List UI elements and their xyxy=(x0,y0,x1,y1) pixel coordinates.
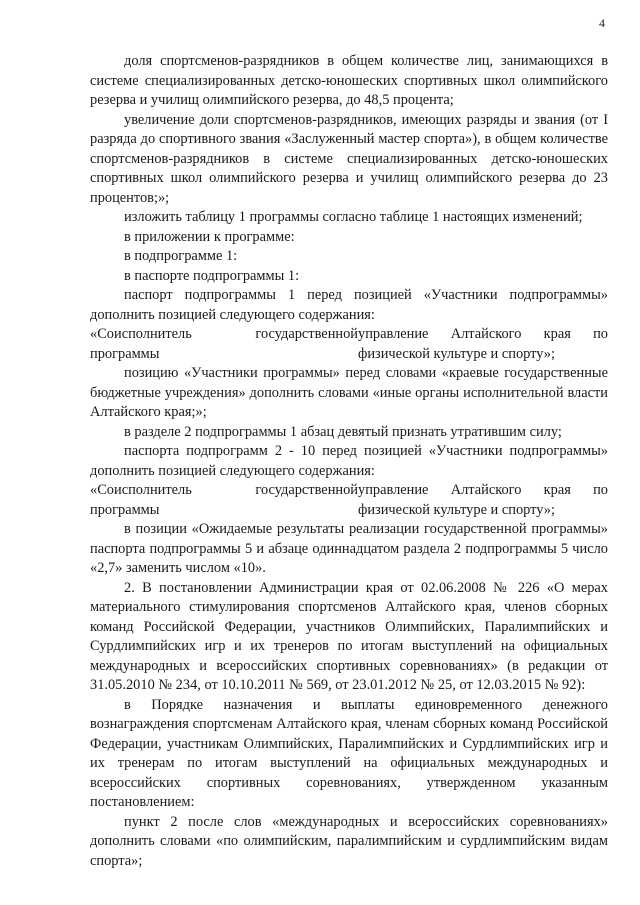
coexecutor-position-2 xyxy=(90,481,608,520)
paragraph-participants: позицию «Участники программы» перед словами «краевые государственные бюджетные учреждения» дополнить словами «иные органы исполнительной власти Алтайского края;»; xyxy=(90,365,608,420)
coexecutor-label-2: «Соисполнитель государственной программы xyxy=(90,482,358,518)
paragraph-passport-1: в паспорте подпрограммы 1: xyxy=(124,267,300,284)
paragraph-appendix: в приложении к программе: xyxy=(124,228,295,245)
paragraph-subprogram-1: в подпрограмме 1: xyxy=(124,248,238,264)
paragraph-resolution-226: 2. В постановлении Администрации края от 02.06.2008 № 226 «О мерах материального стимулирования спортсменов Алтайского края, членов сборных команд Российской Федерации, участников Олимпийских, Паралимпийских и Сурдлимпийских игр и их тренеров по итогам выступлений на официальных международных и всероссийских спортивных соревнованиях» (в редакции от 31.05.2010 № 234, от 10.10.2011 № 569, от 23.01.2012 № 25, от 12.03.2015 № 92): xyxy=(90,579,608,693)
coexecutor-value-2: управление Алтайского края по физической культуре и спорту»; xyxy=(358,482,608,518)
paragraph-passports-2-10: паспорта подпрограмм 2 - 10 перед позицией «Участники подпрограммы» дополнить позицией следующего содержания: xyxy=(90,443,608,479)
paragraph-athletes-share: доля спортсменов-разрядников в общем количестве лиц, занимающихся в системе специализированных детско-юношеских спортивных школ олимпийского резерва и училищ олимпийского резерва, до 48,5 процента; xyxy=(90,53,608,108)
page-number: 4 xyxy=(599,16,605,30)
paragraph-expected-results: в позиции «Ожидаемые результаты реализации государственной программы» паспорта подпрограммы 5 и абзаце одиннадцатом раздела 2 подпрограммы 5 число «2,7» заменить числом «10». xyxy=(90,521,608,576)
coexecutor-label-1: «Соисполнитель государственной программы xyxy=(90,326,358,362)
paragraph-passport-addition: паспорт подпрограммы 1 перед позицией «Участники подпрограммы» дополнить позицией следующего содержания: xyxy=(90,287,608,323)
paragraph-increase-share: увеличение доли спортсменов-разрядников, имеющих разряды и звания (от I разряда до спортивного звания «Заслуженный мастер спорта»), в общем количестве спортсменов-разрядников в системе специализированных детско-юношеских спортивных школ олимпийского резерва и училищ олимпийского резерва до 23 процентов;»; xyxy=(90,111,608,206)
paragraph-point-2: пункт 2 после слов «международных и всероссийских соревнованиях» дополнить словами «по олимпийским, паралимпийским и сурдлимпийским видам спорта»; xyxy=(90,813,608,869)
paragraph-section-2: в разделе 2 подпрограммы 1 абзац девятый признать утратившим силу; xyxy=(124,423,562,440)
document-body xyxy=(90,52,608,871)
coexecutor-position-1 xyxy=(90,325,608,364)
coexecutor-value-1: управление Алтайского края по физической культуре и спорту»; xyxy=(358,326,608,362)
paragraph-table-1: изложить таблицу 1 программы согласно таблице 1 настоящих изменений; xyxy=(124,209,583,225)
paragraph-procedure: в Порядке назначения и выплаты единовременного денежного вознаграждения спортсменам Алтайского края, членам сборных команд Российской Федерации, участникам Олимпийских, Паралимпийских и Сурдлимпийских игр и их тренерам по итогам выступлений на официальных международных и всероссийских спортивных соревнованиях, утвержденном указанным постановлением: xyxy=(90,696,608,810)
